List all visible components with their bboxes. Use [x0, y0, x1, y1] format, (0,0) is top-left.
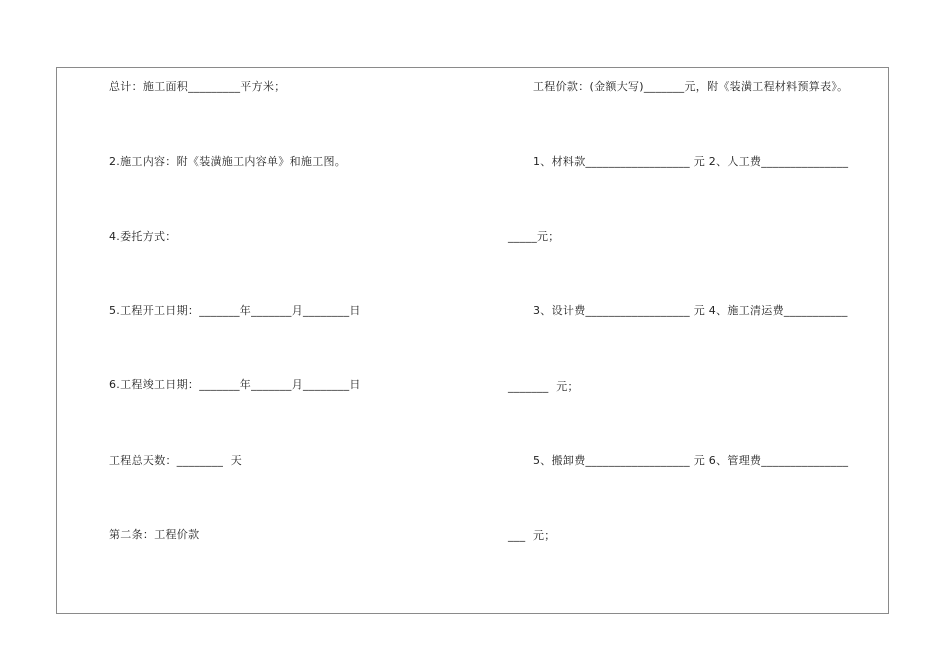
left-line-7: 第二条：工程价款 [109, 528, 200, 541]
right-line-6: 5、搬卸费__________________ 元 6、管理费_______________ [533, 454, 849, 467]
left-line-3: 4.委托方式： [109, 230, 177, 243]
left-line-2: 2.施工内容：附《装潢施工内容单》和施工图。 [109, 155, 347, 168]
right-line-7: ___ 元； [508, 529, 556, 542]
right-line-4: 3、设计费__________________ 元 4、施工清运费___________ [533, 304, 848, 317]
left-line-1: 总计：施工面积_________平方米； [109, 80, 286, 93]
right-line-5: _______ 元； [508, 380, 579, 393]
right-line-2: 1、材料款__________________ 元 2、人工费_______________ [533, 155, 849, 168]
right-line-1: 工程价款：(金额大写)_______元，附《装潢工程材料预算表》。 [533, 80, 849, 93]
left-line-6: 工程总天数：________ 天 [109, 454, 243, 467]
right-line-3: _____元； [508, 230, 560, 243]
left-line-4: 5.工程开工日期：_______年_______月________日 [109, 304, 361, 317]
left-line-5: 6.工程竣工日期：_______年_______月________日 [109, 378, 361, 391]
